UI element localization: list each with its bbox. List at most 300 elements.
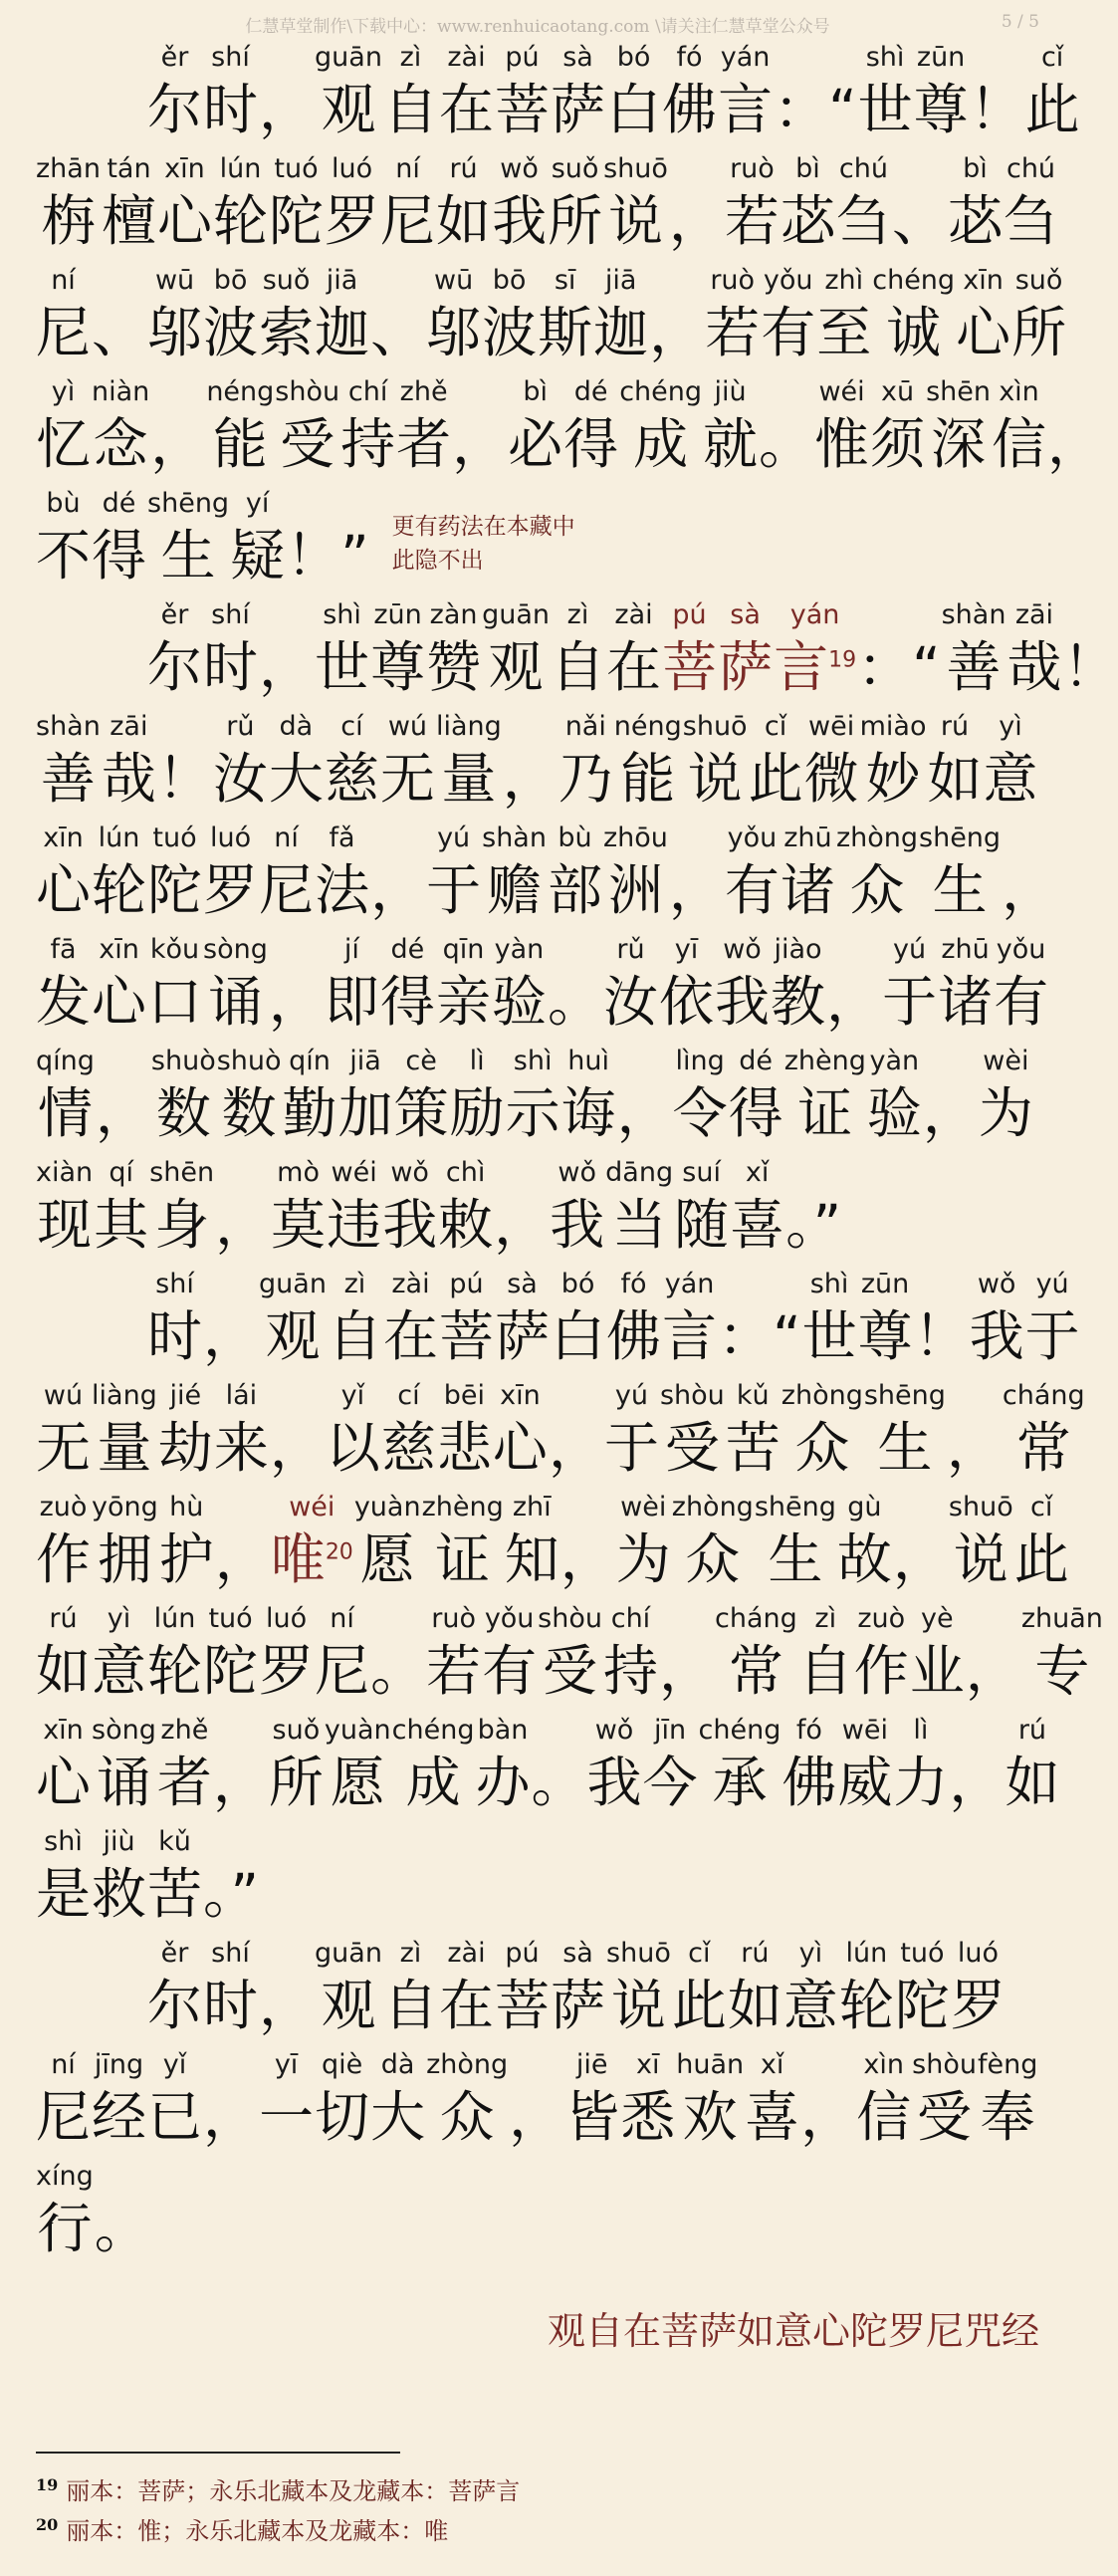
hanzi: 皆 bbox=[564, 2085, 620, 2149]
pinyin: zì bbox=[343, 1269, 366, 1299]
pinyin: shēng bbox=[919, 822, 1002, 853]
ruby-character bbox=[383, 1265, 438, 1376]
hanzi: ， bbox=[215, 1193, 271, 1257]
pinyin: zài bbox=[447, 42, 486, 73]
hanzi: 陀 bbox=[894, 1974, 950, 2037]
ruby-character bbox=[36, 930, 91, 1042]
hanzi: 言 bbox=[662, 1304, 718, 1368]
ruby-character bbox=[1003, 1376, 1085, 1488]
pinyin: pú bbox=[505, 1938, 540, 1969]
hanzi: 我 bbox=[586, 1751, 642, 1814]
hanzi: 言$^{19}$ bbox=[774, 635, 857, 699]
hanzi: 苦 bbox=[725, 1416, 781, 1480]
pinyin: zài bbox=[391, 1269, 430, 1299]
text-line bbox=[36, 1711, 1060, 1822]
hanzi: 验 bbox=[491, 970, 547, 1034]
pinyin: zì bbox=[399, 1938, 422, 1969]
pinyin: cí bbox=[397, 1380, 420, 1411]
hanzi: 有 bbox=[761, 301, 816, 364]
ruby-character bbox=[315, 1934, 382, 2045]
punctuation bbox=[617, 1042, 672, 1153]
hanzi: 业 bbox=[909, 1639, 965, 1703]
pinyin bbox=[555, 1711, 563, 1751]
hanzi: 慈 bbox=[380, 1416, 436, 1480]
pinyin: wǒ bbox=[390, 1157, 429, 1188]
ruby-character bbox=[381, 1376, 436, 1488]
pinyin bbox=[570, 930, 579, 970]
ruby-character bbox=[36, 261, 91, 372]
hanzi: 已 bbox=[147, 2085, 203, 2149]
ruby-character bbox=[683, 707, 748, 819]
hanzi: 即 bbox=[324, 970, 379, 1034]
ruby-character bbox=[383, 38, 438, 149]
pinyin: xiàn bbox=[36, 1157, 94, 1188]
hanzi: 作 bbox=[853, 1639, 909, 1703]
pinyin: luó bbox=[209, 822, 252, 853]
pinyin: zàn bbox=[429, 599, 478, 630]
hanzi: 慈 bbox=[324, 747, 379, 811]
hanzi: 菩 bbox=[495, 78, 551, 141]
ruby-character bbox=[860, 707, 927, 819]
hanzi: 苾 bbox=[947, 189, 1003, 253]
pinyin: ní bbox=[395, 153, 420, 184]
hanzi: 说 bbox=[953, 1527, 1008, 1591]
hanzi: 加 bbox=[337, 1081, 393, 1145]
ruby-character bbox=[426, 261, 481, 372]
hanzi: ， bbox=[616, 1081, 672, 1145]
hanzi: 乃 bbox=[558, 747, 613, 811]
pinyin: wēi bbox=[808, 711, 855, 742]
ruby-character bbox=[672, 1934, 727, 2045]
text-line bbox=[36, 38, 1080, 149]
pinyin: xī bbox=[635, 2049, 660, 2080]
pinyin: zì bbox=[814, 1603, 837, 1634]
ruby-character bbox=[493, 1376, 548, 1488]
punctuation bbox=[370, 1599, 425, 1711]
pinyin: yàn bbox=[494, 934, 545, 965]
pinyin: xǐ bbox=[745, 1157, 770, 1188]
pinyin: shí bbox=[211, 599, 250, 630]
pinyin bbox=[475, 372, 484, 412]
hanzi: 众 bbox=[685, 1527, 741, 1591]
ruby-character bbox=[508, 372, 562, 484]
pinyin: rǔ bbox=[226, 711, 255, 742]
hanzi: 意 bbox=[983, 747, 1038, 811]
footnotes bbox=[36, 2465, 932, 2545]
pinyin: yī bbox=[674, 934, 699, 965]
hanzi: 佛 bbox=[606, 1304, 662, 1368]
ruby-character bbox=[147, 819, 202, 930]
ruby-character bbox=[206, 372, 274, 484]
hanzi: 者 bbox=[156, 1751, 212, 1814]
ruby-character bbox=[781, 819, 835, 930]
pinyin: xīn bbox=[43, 1715, 84, 1746]
pinyin: shòu bbox=[538, 1603, 602, 1634]
pinyin: shì bbox=[323, 599, 361, 630]
ruby-character bbox=[492, 149, 547, 261]
ruby-character bbox=[839, 1934, 894, 2045]
pinyin: fā bbox=[50, 934, 77, 965]
ruby-character bbox=[882, 930, 937, 1042]
ruby-character bbox=[92, 2045, 146, 2157]
hanzi: 如 bbox=[1005, 1751, 1060, 1814]
hanzi: 尼 bbox=[380, 189, 436, 253]
hanzi: 持 bbox=[602, 1639, 658, 1703]
hanzi: 世 bbox=[315, 635, 370, 699]
pinyin: shì bbox=[44, 1826, 83, 1857]
pinyin bbox=[118, 1042, 127, 1081]
ruby-character bbox=[203, 1934, 258, 2045]
hanzi: ， bbox=[95, 1081, 150, 1145]
pinyin: jiù bbox=[714, 376, 747, 407]
ruby-character bbox=[325, 930, 379, 1042]
page-number: 5 / 5 bbox=[1001, 12, 1039, 32]
hanzi: 受 bbox=[917, 2085, 973, 2149]
pinyin: wū bbox=[434, 265, 474, 296]
ruby-character bbox=[715, 930, 770, 1042]
pinyin: chí bbox=[347, 376, 388, 407]
hanzi: 索 bbox=[259, 301, 315, 364]
ruby-character bbox=[1005, 1711, 1059, 1822]
ruby-character bbox=[784, 1042, 866, 1153]
hanzi: 有 bbox=[724, 858, 780, 922]
hanzi: 喜 bbox=[730, 1193, 785, 1257]
ruby-character bbox=[856, 2045, 911, 2157]
pinyin: shuò bbox=[150, 1046, 216, 1076]
ruby-character bbox=[436, 930, 491, 1042]
ruby-character bbox=[36, 707, 101, 819]
pinyin: jiā bbox=[604, 265, 637, 296]
hanzi: 我 bbox=[969, 1304, 1024, 1368]
ruby-character bbox=[1025, 38, 1080, 149]
hanzi: 波 bbox=[203, 301, 259, 364]
hanzi: ， bbox=[1002, 858, 1057, 922]
ruby-character bbox=[36, 2045, 91, 2157]
text-line bbox=[36, 261, 1067, 372]
ruby-character bbox=[482, 595, 550, 707]
hanzi: 持 bbox=[340, 412, 396, 476]
pinyin: dé bbox=[739, 1046, 774, 1076]
ruby-character bbox=[396, 372, 451, 484]
hanzi: 情 bbox=[37, 1081, 93, 1145]
ruby-character bbox=[269, 149, 324, 261]
punctuation bbox=[452, 372, 507, 484]
pinyin: ruò bbox=[431, 1603, 476, 1634]
ruby-character bbox=[718, 595, 773, 707]
pinyin: yú bbox=[1035, 1269, 1069, 1299]
hanzi: 威 bbox=[837, 1751, 893, 1814]
ruby-character bbox=[92, 819, 146, 930]
ruby-character bbox=[450, 1042, 505, 1153]
pinyin: shēng bbox=[754, 1492, 836, 1522]
hanzi: 善 bbox=[40, 747, 96, 811]
ruby-character bbox=[755, 1488, 836, 1599]
hanzi: 证 bbox=[797, 1081, 853, 1145]
pinyin: dé bbox=[573, 376, 608, 407]
hanzi: 萨 bbox=[495, 1304, 551, 1368]
pinyin: cǐ bbox=[1030, 1492, 1053, 1522]
ruby-character bbox=[102, 707, 156, 819]
pinyin: fó bbox=[676, 42, 703, 73]
hanzi: 奉 bbox=[980, 2085, 1035, 2149]
hanzi: 众 bbox=[849, 858, 905, 922]
ruby-character bbox=[603, 819, 668, 930]
ruby-character bbox=[94, 1153, 148, 1265]
pinyin bbox=[682, 1599, 691, 1639]
pinyin: jiē bbox=[575, 2049, 608, 2080]
punctuation bbox=[213, 1711, 268, 1822]
hanzi: 自 bbox=[327, 1304, 382, 1368]
pinyin: zhōu bbox=[602, 822, 668, 853]
pinyin: shàn bbox=[941, 599, 1006, 630]
hanzi: 诵 bbox=[96, 1751, 151, 1814]
hanzi: 尊 bbox=[370, 635, 426, 699]
hanzi: 惟 bbox=[814, 412, 870, 476]
hanzi: 尼 bbox=[36, 2085, 92, 2149]
ruby-character bbox=[315, 261, 369, 372]
pinyin: pú bbox=[449, 1269, 484, 1299]
punctuation bbox=[1047, 372, 1102, 484]
hanzi: 得 bbox=[728, 1081, 783, 1145]
ruby-character bbox=[495, 1934, 550, 2045]
pinyin: yuàn bbox=[324, 1715, 391, 1746]
ruby-character bbox=[872, 261, 955, 372]
pinyin: yǒu bbox=[484, 1603, 535, 1634]
pinyin: fǎ bbox=[329, 822, 355, 853]
ruby-character bbox=[36, 1153, 93, 1265]
ruby-character bbox=[548, 149, 602, 261]
pinyin: suǒ bbox=[1014, 265, 1063, 296]
pinyin bbox=[1024, 819, 1033, 858]
hanzi: 不 bbox=[36, 524, 92, 587]
ruby-character bbox=[380, 149, 435, 261]
pinyin: dà bbox=[279, 711, 314, 742]
pinyin: lì bbox=[913, 1715, 929, 1746]
hanzi: 来 bbox=[213, 1416, 269, 1480]
pinyin: zūn bbox=[373, 599, 422, 630]
punctuation bbox=[759, 372, 813, 484]
pinyin: cí bbox=[340, 711, 363, 742]
punctuation bbox=[785, 1153, 841, 1265]
ruby-character bbox=[893, 1711, 948, 1822]
text-line bbox=[36, 2157, 1041, 2268]
pinyin: xīn bbox=[43, 822, 84, 853]
hanzi: 无 bbox=[36, 1416, 92, 1480]
ruby-character bbox=[147, 1265, 202, 1376]
hanzi: ：“ bbox=[774, 78, 857, 141]
hanzi: 心 bbox=[956, 301, 1011, 364]
hanzi: 生 bbox=[932, 858, 988, 922]
pinyin: yuàn bbox=[353, 1492, 421, 1522]
ruby-character bbox=[439, 1265, 494, 1376]
ruby-character bbox=[643, 1711, 698, 1822]
hanzi: 菩 bbox=[662, 635, 718, 699]
pinyin: yí bbox=[245, 488, 270, 519]
punctuation bbox=[560, 1488, 615, 1599]
hanzi: ！” bbox=[286, 524, 369, 587]
ruby-character bbox=[36, 149, 101, 261]
pinyin: wǒ bbox=[977, 1269, 1016, 1299]
hanzi: ， bbox=[268, 970, 324, 1034]
punctuation bbox=[966, 1599, 1020, 1711]
hanzi: 作 bbox=[36, 1527, 92, 1591]
ruby-character bbox=[92, 1599, 146, 1711]
pinyin: guān bbox=[482, 599, 551, 630]
hanzi: 观 bbox=[321, 1974, 376, 2037]
ruby-character bbox=[213, 149, 268, 261]
hanzi: 所 bbox=[1011, 301, 1067, 364]
pinyin: shēng bbox=[863, 1380, 946, 1411]
ruby-character bbox=[662, 595, 717, 707]
pinyin: zhòng bbox=[426, 2049, 509, 2080]
ruby-character bbox=[159, 1488, 214, 1599]
ruby-character bbox=[315, 2045, 369, 2157]
hanzi: 知 bbox=[504, 1527, 559, 1591]
hanzi: 尼 bbox=[259, 858, 315, 922]
pinyin: bù bbox=[46, 488, 81, 519]
ruby-character bbox=[482, 819, 547, 930]
pinyin: yè bbox=[920, 1603, 954, 1634]
hanzi: 如 bbox=[36, 1639, 92, 1703]
ruby-character bbox=[606, 1265, 661, 1376]
pinyin: yán bbox=[664, 1269, 715, 1299]
ruby-character bbox=[92, 1711, 156, 1822]
ruby-character bbox=[895, 1934, 950, 2045]
pinyin: luó bbox=[957, 1938, 999, 1969]
ruby-character bbox=[338, 1042, 393, 1153]
pinyin bbox=[117, 2157, 126, 2197]
pinyin: wéi bbox=[331, 1157, 377, 1188]
ruby-character bbox=[269, 1711, 324, 1822]
hanzi: 大 bbox=[370, 2085, 426, 2149]
ruby-character bbox=[271, 1488, 353, 1599]
hanzi: 洲 bbox=[607, 858, 663, 922]
footnote-marker[interactable]: 19 bbox=[828, 647, 857, 673]
hanzi: 诵 bbox=[207, 970, 263, 1034]
hanzi: 。 bbox=[94, 2197, 149, 2260]
ruby-character bbox=[715, 1599, 797, 1711]
pinyin: sòng bbox=[203, 934, 268, 965]
footnote-marker[interactable]: 20 bbox=[325, 1539, 353, 1565]
pinyin bbox=[970, 1376, 979, 1416]
hanzi: ， bbox=[548, 1416, 603, 1480]
pinyin: xīn bbox=[500, 1380, 541, 1411]
ruby-character bbox=[92, 372, 149, 484]
ruby-character bbox=[603, 930, 658, 1042]
punctuation bbox=[947, 1376, 1002, 1488]
hanzi: 忆 bbox=[36, 412, 92, 476]
pinyin bbox=[282, 595, 291, 635]
ruby-character bbox=[283, 1042, 337, 1153]
pinyin: shòu bbox=[912, 2049, 977, 2080]
pinyin: yú bbox=[437, 822, 471, 853]
ruby-character bbox=[984, 707, 1038, 819]
pinyin: mò bbox=[277, 1157, 320, 1188]
ruby-character bbox=[659, 930, 714, 1042]
ruby-character bbox=[606, 1934, 671, 2045]
ruby-character bbox=[836, 819, 918, 930]
hanzi: 信 bbox=[856, 2085, 912, 2149]
pinyin: zhòng bbox=[671, 1492, 754, 1522]
hanzi: 今 bbox=[642, 1751, 698, 1814]
ruby-character bbox=[864, 1376, 946, 1488]
ruby-character bbox=[949, 1488, 1013, 1599]
ruby-character bbox=[482, 261, 537, 372]
hanzi: 轮 bbox=[147, 1639, 203, 1703]
pinyin: shì bbox=[809, 1269, 849, 1299]
pinyin: zì bbox=[399, 42, 422, 73]
pinyin: shí bbox=[155, 1269, 194, 1299]
hanzi: 尊 bbox=[857, 1304, 913, 1368]
pinyin: yōng bbox=[92, 1492, 158, 1522]
hanzi: 诲 bbox=[560, 1081, 616, 1145]
hanzi: 故 bbox=[836, 1527, 892, 1591]
pinyin: cháng bbox=[714, 1603, 797, 1634]
hanzi: 迦 bbox=[315, 301, 370, 364]
ruby-character bbox=[506, 1042, 560, 1153]
pinyin: zhèng bbox=[783, 1046, 866, 1076]
pinyin: wǒ bbox=[500, 153, 539, 184]
ruby-character bbox=[926, 372, 991, 484]
ruby-character bbox=[315, 1599, 369, 1711]
footnote-item bbox=[36, 2505, 932, 2545]
footnote-text: 丽本：菩萨；永乐北藏本及龙藏本：菩萨言 bbox=[66, 2477, 521, 2505]
pinyin: cǐ bbox=[764, 711, 787, 742]
pinyin: fó bbox=[620, 1269, 647, 1299]
pinyin: jiào bbox=[774, 934, 822, 965]
hanzi: 大 bbox=[268, 747, 324, 811]
hanzi: 深 bbox=[931, 412, 987, 476]
pinyin: zhě bbox=[160, 1715, 209, 1746]
pinyin: suǒ bbox=[272, 1715, 321, 1746]
pinyin: kǔ bbox=[158, 1826, 191, 1857]
ruby-character bbox=[438, 1153, 493, 1265]
hanzi: 。 bbox=[547, 970, 602, 1034]
footnote-number: 20 bbox=[36, 2515, 59, 2534]
hanzi: 是 bbox=[36, 1862, 92, 1926]
pinyin: zhū bbox=[783, 822, 832, 853]
pinyin: shòu bbox=[659, 1380, 725, 1411]
hanzi: 在 bbox=[606, 635, 662, 699]
hanzi: 邬 bbox=[147, 301, 203, 364]
text-line bbox=[36, 1153, 1041, 1265]
hanzi: 悲 bbox=[436, 1416, 492, 1480]
pinyin: guān bbox=[315, 42, 382, 73]
pinyin: zhì bbox=[824, 265, 864, 296]
hanzi: 世 bbox=[857, 78, 913, 141]
punctuation bbox=[259, 595, 314, 707]
hanzi: 观 bbox=[265, 1304, 321, 1368]
pinyin: qíng bbox=[36, 1046, 95, 1076]
hanzi: 自 bbox=[382, 1974, 438, 2037]
hanzi: 菩 bbox=[438, 1304, 494, 1368]
hanzi: ， bbox=[509, 2085, 564, 2149]
pinyin: guān bbox=[315, 1938, 382, 1969]
pinyin: liàng bbox=[435, 711, 502, 742]
hanzi: 众 bbox=[794, 1416, 850, 1480]
ruby-character bbox=[370, 595, 425, 707]
pinyin: yì bbox=[999, 711, 1022, 742]
hanzi: 无 bbox=[379, 747, 435, 811]
pinyin: lún bbox=[219, 153, 262, 184]
hanzi: 时 bbox=[203, 78, 259, 141]
footnote-number: 19 bbox=[36, 2475, 59, 2494]
ruby-character bbox=[505, 1488, 559, 1599]
pinyin bbox=[393, 819, 402, 858]
ruby-character bbox=[912, 2045, 977, 2157]
hanzi: 承 bbox=[712, 1751, 768, 1814]
ruby-character bbox=[1021, 1599, 1103, 1711]
